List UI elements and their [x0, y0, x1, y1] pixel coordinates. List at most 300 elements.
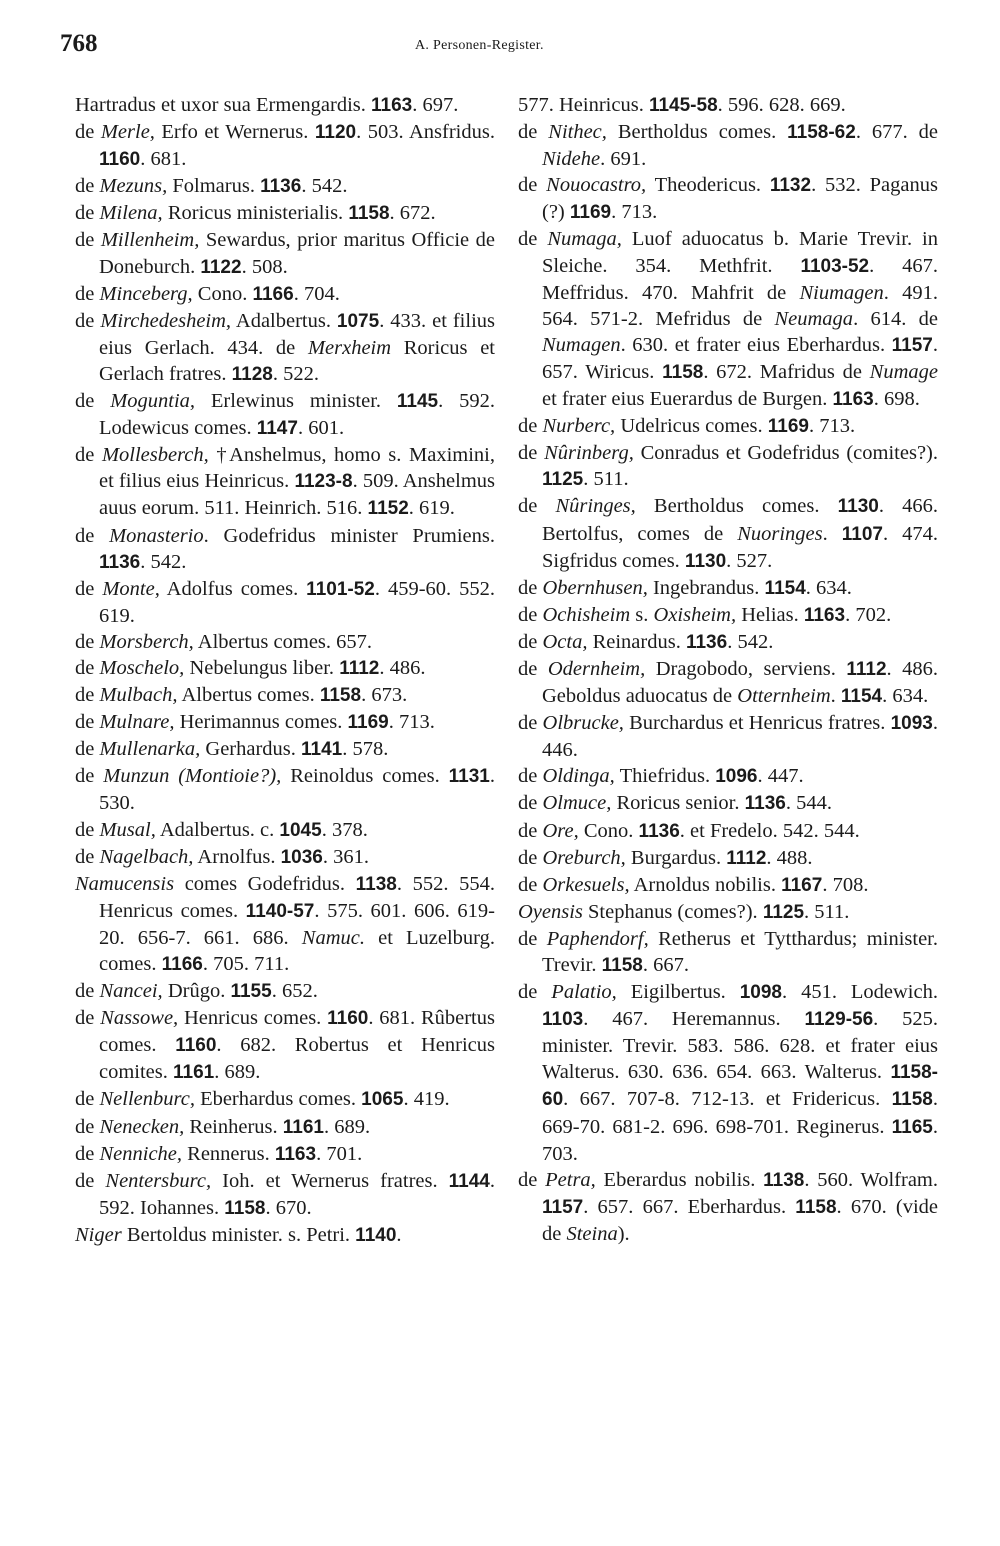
entry-place-name: Niger — [75, 1223, 122, 1246]
entry-place-name: Oldinga, — [542, 765, 615, 788]
entry-text: . — [822, 522, 842, 545]
entry-place-name: Mezuns, — [99, 175, 168, 198]
entry-text: de — [518, 442, 545, 465]
entry-place-name: Nûrinberg, — [544, 442, 634, 465]
entry-text: Burchardus et Henricus fratres. — [623, 712, 891, 735]
entry-text: comes Godefridus. — [174, 872, 356, 895]
entry-year: 1166 — [252, 283, 294, 305]
entry-text: . 619. — [408, 497, 455, 520]
entry-year: 1096 — [715, 766, 758, 788]
entry-text: Henricus comes. — [178, 1007, 328, 1030]
entry-place-name: Oyensis — [518, 900, 583, 923]
entry-text: de — [518, 228, 548, 251]
entry-text: . 361. — [322, 845, 369, 868]
index-entry — [75, 1114, 495, 1141]
entry-place-name: Nuoringes — [737, 522, 823, 545]
entry-text: de — [518, 657, 548, 680]
index-entry — [518, 92, 938, 119]
entry-place-name: Niumagen — [799, 281, 884, 304]
entry-text: . 486. Geboldus aduocatus de — [542, 657, 939, 708]
entry-text: de — [518, 121, 549, 144]
entry-place-name: Musal, — [99, 818, 156, 841]
entry-text: de — [75, 577, 103, 600]
entry-year: 1152 — [367, 498, 409, 520]
entry-place-name: Mullenarka, — [99, 738, 201, 761]
entry-text: Erlewinus minister. — [195, 390, 397, 413]
entry-text: de — [518, 846, 543, 869]
entry-year: 1163 — [274, 1143, 317, 1165]
entry-year: 1154 — [840, 686, 883, 708]
entry-text: de — [75, 765, 104, 788]
entry-text: Arnolfus. — [193, 845, 281, 868]
entry-year: 1065 — [361, 1089, 404, 1111]
entry-text: de — [75, 656, 100, 679]
entry-year: 1161 — [282, 1116, 325, 1138]
entry-text: . 419. — [403, 1088, 450, 1111]
entry-text: . 592. Iohannes. — [99, 1169, 495, 1219]
entry-text: Conradus et Godefridus (comites?). — [633, 442, 938, 465]
right-index-column — [518, 92, 938, 1247]
entry-text: Bertholdus comes. — [635, 495, 838, 518]
entry-year: 1160 — [99, 149, 141, 171]
entry-text: . 527. — [726, 549, 773, 572]
entry-text: Reinardus. — [587, 630, 686, 653]
entry-text: . 508. — [241, 255, 288, 278]
entry-place-name: Morsberch, — [99, 630, 194, 653]
index-entry — [75, 281, 495, 308]
entry-year: 1112 — [726, 847, 767, 869]
entry-text: . 522. — [272, 362, 319, 385]
entry-year: 1158 — [348, 203, 390, 225]
entry-text: Adalbertus. c. — [155, 818, 280, 841]
entry-text: de — [75, 711, 100, 734]
index-entry — [75, 871, 495, 978]
entry-year: 1158 — [662, 361, 704, 383]
entry-text: de — [518, 981, 552, 1004]
entry-text: . 672. — [389, 202, 436, 225]
entry-year: 1165 — [891, 1116, 933, 1138]
entry-place-name: Otternheim — [737, 685, 831, 708]
entry-year: 1147 — [256, 418, 298, 440]
entry-text: s. — [630, 603, 654, 626]
entry-place-name: Numage — [869, 360, 938, 383]
entry-year: 1163 — [803, 604, 846, 626]
entry-text: de — [75, 845, 100, 868]
index-entry — [518, 790, 938, 817]
entry-text: . 670. (vide de — [542, 1195, 939, 1245]
entry-text: de — [518, 1168, 546, 1191]
entry-place-name: Nagelbach, — [99, 845, 194, 868]
entry-place-name: Mulbach, — [99, 684, 178, 707]
entry-text: Roricus ministerialis. — [162, 202, 349, 225]
entry-year: 1158 — [795, 1196, 837, 1218]
index-entry — [75, 1222, 495, 1249]
entry-text: de — [75, 1142, 100, 1165]
entry-text: de — [75, 1007, 101, 1030]
index-entry — [75, 844, 495, 871]
entry-text: Theodericus. — [646, 174, 770, 197]
entry-text: . 697. — [412, 94, 459, 116]
entry-year: 1136 — [638, 820, 680, 842]
index-entry — [518, 818, 938, 845]
entry-year: 1163 — [832, 389, 874, 411]
entry-text: Cono. — [192, 282, 253, 305]
entry-text: de — [75, 309, 101, 332]
entry-place-name: Mollesberch, — [101, 444, 209, 467]
entry-text: Ingebrandus. — [647, 576, 765, 599]
entry-text: de — [75, 818, 100, 841]
entry-text: et frater eius Euerardus de Burgen. — [542, 388, 833, 411]
entry-place-name: Nassowe, — [100, 1007, 179, 1030]
entry-year: 1138 — [763, 1169, 805, 1191]
entry-text: . 667. 707-8. 712-13. et Fridericus. — [563, 1088, 892, 1111]
entry-place-name: Mulnare, — [99, 711, 175, 734]
entry-text: . 503. Ansfridus. — [356, 121, 495, 144]
entry-text: Bertholdus comes. — [606, 121, 788, 144]
index-entry — [75, 308, 495, 388]
page-header — [60, 30, 940, 62]
entry-year: 1158 — [601, 955, 643, 976]
entry-text: . 575. 601. 606. 619-20. 656-7. 661. 686. — [99, 899, 496, 949]
index-entry — [75, 1005, 495, 1086]
index-entry — [518, 656, 938, 710]
entry-text: de — [518, 630, 543, 653]
entry-year: 1112 — [339, 657, 380, 679]
entry-text: . 704. — [293, 282, 340, 305]
entry-text: et Luzelburg. comes. — [99, 926, 495, 975]
entry-place-name: Numaga, — [547, 228, 622, 251]
entry-year: 1154 — [764, 577, 806, 599]
entry-place-name: Ochisheim — [542, 603, 631, 626]
entry-text: . Godefridus minister Prumiens. — [203, 524, 495, 547]
entry-year: 1160 — [327, 1008, 369, 1030]
entry-place-name: Paphendorf, — [546, 927, 649, 950]
entry-text: . 467. Meffridus. 470. Mahfrit de — [542, 254, 939, 304]
index-entry — [75, 817, 495, 844]
index-entry — [518, 872, 938, 899]
entry-place-name: Nidehe — [542, 148, 601, 171]
entry-year: 1120 — [314, 122, 357, 144]
entry-text: de — [75, 684, 100, 707]
entry-text: . 532. Paganus (?) — [542, 174, 938, 224]
entry-year: 1103-52 — [800, 255, 870, 277]
entry-text: Bertoldus minister. s. Petri. — [121, 1223, 356, 1246]
entry-place-name: Millenheim, — [100, 229, 200, 252]
index-entry — [75, 709, 495, 736]
index-entry — [75, 442, 495, 522]
entry-text: . et Fredelo. 542. 544. — [679, 819, 860, 842]
entry-text: . 634. — [805, 576, 852, 599]
entry-text: Folmarus. — [167, 175, 261, 198]
entry-year: 1128 — [231, 363, 273, 385]
entry-text: . 378. — [321, 818, 368, 841]
entry-place-name: Olbrucke, — [542, 712, 624, 735]
entry-text: . 670. — [265, 1196, 312, 1219]
entry-place-name: Obernhusen, — [542, 576, 648, 599]
entry-text: Herimannus comes. — [174, 711, 348, 734]
entry-place-name: Oxisheim, — [653, 603, 737, 626]
entry-text: Roricus senior. — [611, 792, 745, 815]
entry-year: 1169 — [767, 416, 809, 438]
entry-place-name: Oreburch, — [542, 846, 626, 869]
entry-text: . 542. — [140, 550, 187, 573]
entry-text: Gerhardus. — [200, 738, 302, 761]
entry-text: . 630. et frater eius Eberhardus. — [620, 333, 892, 356]
entry-year: 1125 — [542, 469, 584, 491]
entry-place-name: Namuc. — [301, 926, 365, 949]
entry-text: . 677. de — [855, 121, 938, 144]
entry-year: 1036 — [280, 846, 323, 868]
index-entry — [75, 655, 495, 682]
index-entry — [518, 710, 938, 763]
entry-year: 1166 — [161, 954, 203, 975]
entry-text: . 467. Heremannus. — [583, 1008, 805, 1031]
entry-text: de — [518, 819, 543, 842]
entry-text: . 596. 628. 669. — [717, 94, 846, 116]
entry-year: 1136 — [260, 176, 302, 198]
entry-text: de — [518, 927, 547, 950]
entry-text: . 634. — [882, 685, 929, 708]
entry-text: . 702. — [845, 603, 892, 626]
entry-text: . 578. — [342, 738, 389, 761]
entry-text: . 701. — [316, 1142, 363, 1165]
index-entry — [518, 119, 938, 172]
entry-place-name: Merxheim — [307, 336, 392, 359]
entry-text: Reinherus. — [184, 1115, 283, 1138]
index-entry — [75, 227, 495, 280]
index-entry — [75, 978, 495, 1005]
entry-place-name: Merle, — [100, 121, 155, 144]
entry-place-name: Milena, — [99, 202, 163, 225]
entry-text: Burgardus. — [625, 846, 727, 869]
entry-text: Cono. — [578, 819, 639, 842]
entry-year: 1155 — [230, 981, 272, 1003]
entry-text: ). — [617, 1222, 630, 1245]
entry-text: de — [75, 202, 100, 225]
entry-text: . 672. Mafridus de — [703, 360, 870, 383]
entry-place-name: Steina — [566, 1222, 618, 1245]
entry-text: . 446. — [542, 712, 938, 762]
entry-text: . 708. — [822, 873, 869, 896]
entry-text: . 657. 667. Eberhardus. — [583, 1195, 796, 1218]
entry-place-name: Monte, — [102, 577, 160, 600]
entry-text: Ioh. et Wernerus fratres. — [211, 1169, 449, 1192]
index-entry — [75, 119, 495, 173]
entry-year: 1136 — [99, 551, 141, 573]
entry-year: 1158 — [319, 685, 362, 707]
entry-text: . 552. 554. Henricus comes. — [99, 872, 495, 922]
index-entry — [75, 173, 495, 200]
entry-text: . 713. — [809, 415, 856, 438]
index-entry — [75, 92, 495, 119]
index-entry — [75, 736, 495, 763]
index-entry — [75, 763, 495, 816]
entry-year: 1169 — [347, 712, 389, 734]
entry-year: 1136 — [685, 631, 728, 653]
entry-year: 1158-62 — [787, 122, 856, 144]
entry-place-name: Petra, — [545, 1168, 596, 1191]
entry-text: de — [518, 174, 547, 197]
entry-place-name: Nentersburc, — [105, 1169, 212, 1192]
index-entry — [518, 926, 938, 979]
entry-year: 1136 — [744, 793, 786, 815]
entry-text: . 486. — [379, 656, 426, 679]
entry-text: . 491. 564. 571-2. Mefridus de — [542, 281, 938, 330]
entry-year: 1163 — [371, 95, 413, 116]
entry-text: . 657. Wiricus. — [542, 333, 938, 383]
entry-text: Roricus et Gerlach fratres. — [99, 336, 495, 385]
index-entry — [518, 575, 938, 602]
entry-year: 1130 — [684, 550, 727, 572]
entry-text: Helias. — [736, 603, 804, 626]
entry-text: de — [75, 121, 101, 144]
index-entry — [518, 763, 938, 790]
entry-text: de — [75, 738, 100, 761]
entry-text: . 682. Robertus et Henricus comites. — [99, 1034, 495, 1084]
entry-text: . 705. 711. — [202, 953, 290, 975]
entry-text: . 459-60. 552. 619. — [99, 577, 496, 627]
entry-place-name: Numagen — [542, 333, 621, 356]
entry-text: Dragobodo, serviens. — [645, 657, 847, 680]
entry-text: . 689. — [214, 1061, 261, 1084]
entry-year: 1161 — [173, 1062, 215, 1084]
entry-year: 1167 — [781, 874, 823, 896]
entry-place-name: Olmuce, — [542, 792, 612, 815]
entry-year: 1098 — [739, 982, 783, 1004]
entry-text: . 511. — [583, 468, 629, 491]
entry-text: Reinoldus comes. — [281, 765, 449, 788]
index-entry — [75, 629, 495, 655]
left-index-column — [75, 92, 495, 1249]
entry-year: 1101-52 — [306, 578, 375, 600]
entry-year: 1160 — [175, 1035, 217, 1057]
entry-year: 1141 — [301, 739, 343, 761]
entry-year: 1125 — [762, 901, 805, 923]
entry-text: de — [75, 390, 111, 413]
entry-text: Rennerus. — [182, 1142, 275, 1165]
entry-place-name: Nithec, — [548, 121, 607, 144]
entry-year: 1140 — [355, 1224, 397, 1246]
entry-place-name: Mirchedesheim, — [100, 309, 232, 332]
entry-year: 1093 — [890, 713, 933, 735]
entry-text: Retherus et Tytthardus; minister. Trevir. — [542, 927, 938, 976]
entry-text: . 673. — [361, 684, 408, 707]
entry-text: Eigilbertus. — [616, 981, 740, 1004]
index-entry — [75, 1168, 495, 1222]
entry-text: . 488. — [766, 846, 813, 869]
entry-place-name: Minceberg, — [99, 282, 193, 305]
entry-text: . 451. Lodewich. — [782, 981, 938, 1004]
index-entry — [75, 388, 495, 442]
entry-year: 1145 — [396, 391, 439, 413]
entry-text: †Anshelmus, homo s. Maximini, et filius eius Heinricus. — [99, 444, 495, 493]
entry-place-name: Orkesuels, — [542, 873, 630, 896]
index-entry — [518, 979, 938, 1167]
entry-year: 1123-8 — [294, 471, 353, 493]
entry-text: . 681. — [140, 148, 187, 171]
entry-place-name: Moguntia, — [110, 390, 196, 413]
entry-year: 1112 — [846, 658, 887, 680]
entry-place-name: Nûringes, — [555, 495, 636, 518]
entry-text: de — [518, 576, 543, 599]
entry-text: . — [396, 1223, 402, 1246]
entry-text: de — [518, 873, 543, 896]
entry-text: de — [75, 524, 110, 547]
entry-text: . 592. Lodewicus comes. — [99, 390, 495, 440]
entry-place-name: Moschelo, — [99, 656, 185, 679]
entry-text: . 713. — [611, 201, 658, 224]
entry-year: 1158 — [224, 1197, 266, 1219]
entry-text: . 713. — [388, 711, 435, 734]
entry-text: . 525. minister. Trevir. 583. 586. 628. et frater eius Walterus. 630. 636. 654. 663. Walterus. — [542, 1008, 938, 1084]
index-entry — [75, 1141, 495, 1168]
entry-place-name: Nellenburc, — [99, 1088, 195, 1111]
entry-year: 1045 — [279, 819, 322, 841]
entry-text: . 667. — [642, 954, 689, 976]
entry-text: . 614. de — [853, 307, 938, 330]
index-entry — [518, 226, 938, 413]
entry-year: 1169 — [569, 202, 612, 224]
index-entry — [75, 576, 495, 629]
entry-text: . 447. — [757, 765, 804, 788]
entry-year: 1131 — [448, 766, 490, 788]
entry-text: . 669-70. 681-2. 696. 698-701. Reginerus. — [542, 1088, 938, 1138]
entry-text: Thiefridus. — [614, 765, 716, 788]
entry-text: . 474. Sigfridus comes. — [542, 522, 939, 572]
entry-text: Drûgo. — [162, 980, 231, 1003]
entry-text: Adalbertus. — [231, 309, 337, 332]
entry-place-name: Nancei, — [99, 980, 163, 1003]
entry-text: Hartradus et uxor sua Ermengardis. — [75, 94, 372, 116]
entry-text: de — [75, 444, 102, 467]
entry-text: . 433. et filius eius Gerlach. 434. de — [99, 309, 495, 359]
entry-text: Eberardus nobilis. — [595, 1168, 764, 1191]
entry-place-name: Munzun (Montioie?), — [103, 765, 282, 788]
entry-text: de — [75, 1088, 100, 1111]
entry-text: . 530. — [99, 765, 495, 815]
entry-place-name: Nenniche, — [99, 1142, 183, 1165]
entry-place-name: Nenecken, — [99, 1115, 185, 1138]
entry-text: . — [830, 685, 841, 708]
index-entry — [75, 523, 495, 576]
entry-text: de — [518, 712, 543, 735]
entry-place-name: Nouocastro, — [546, 174, 647, 197]
entry-text: . 466. Bertolfus, comes de — [542, 495, 938, 545]
index-entry — [75, 682, 495, 709]
entry-text: de — [518, 792, 543, 815]
entry-place-name: Ore, — [542, 819, 579, 842]
entry-year: 1157 — [891, 334, 933, 356]
index-entry — [518, 602, 938, 629]
entry-text: . 689. — [324, 1115, 371, 1138]
entry-text: Udelricus comes. — [615, 415, 768, 438]
entry-text: de — [75, 229, 101, 252]
entry-text: Nebelungus liber. — [184, 656, 340, 679]
entry-text: . 652. — [271, 980, 318, 1003]
entry-text: Arnoldus nobilis. — [629, 873, 782, 896]
entry-text: de — [75, 630, 100, 653]
entry-text: . 511. — [804, 900, 850, 923]
entry-year: 1138 — [355, 873, 397, 895]
entry-text: de — [518, 765, 543, 788]
entry-text: Albertus comes. 657. — [193, 630, 373, 653]
entry-year: 1145-58 — [648, 95, 718, 116]
index-entry — [518, 440, 938, 493]
entry-place-name: Odernheim, — [547, 657, 646, 680]
entry-text: Albertus comes. — [177, 684, 320, 707]
entry-text: Luof aduocatus b. Marie Trevir. in Sleiche. 354. Methfrit. — [542, 228, 938, 277]
entry-text: de — [75, 282, 100, 305]
